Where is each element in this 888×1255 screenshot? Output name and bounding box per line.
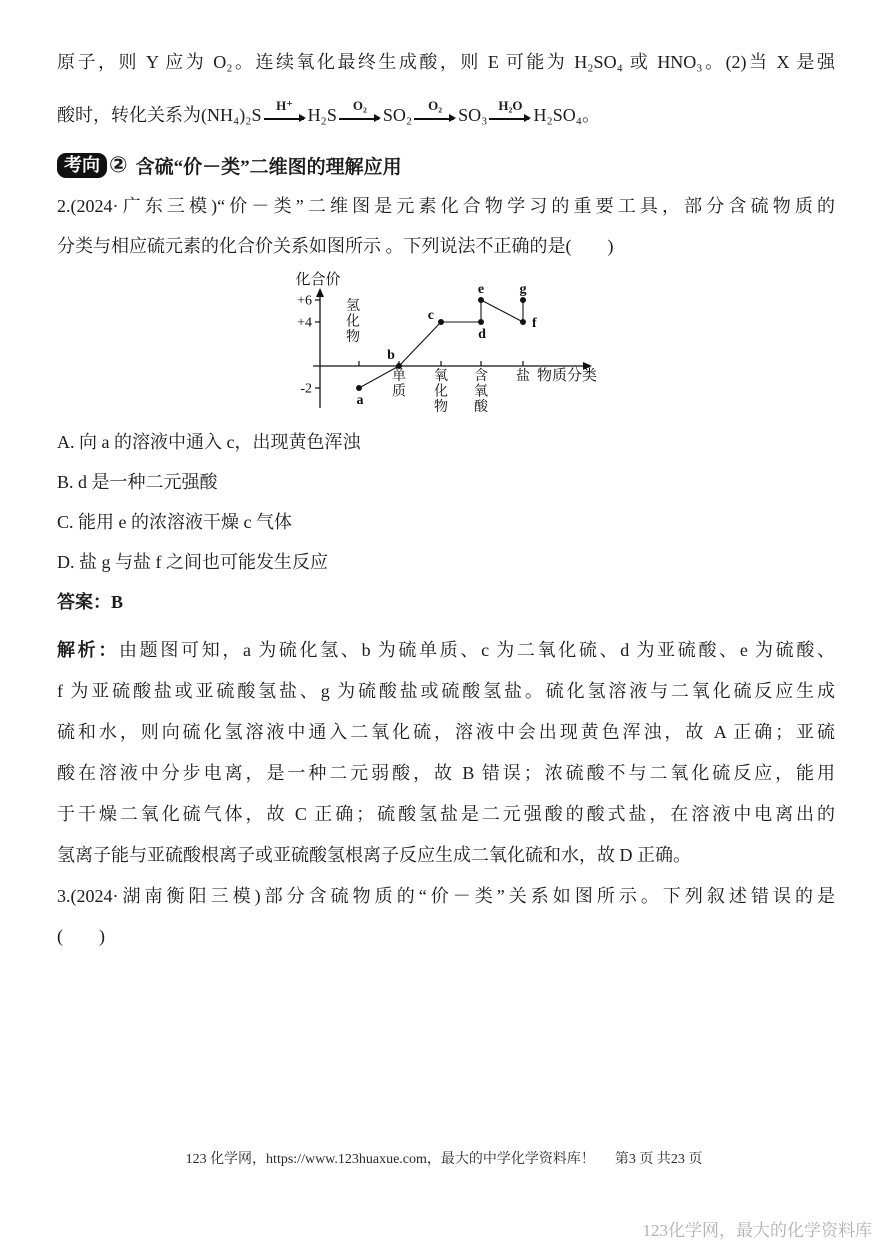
data-point xyxy=(438,319,444,325)
point-label: a xyxy=(356,393,364,408)
reaction-arrow-2 xyxy=(338,99,382,129)
diagram-segment xyxy=(481,300,523,322)
species-ammonium-sulfide: (NH₄)₂S xyxy=(201,105,262,125)
answer-line xyxy=(57,582,835,622)
diagram-segment xyxy=(399,322,441,366)
badge-number: ② xyxy=(109,152,128,178)
page-footer xyxy=(0,1148,888,1168)
answer-value: B xyxy=(111,592,124,612)
species-so2: SO₂ xyxy=(382,105,413,125)
arrow-label-2: O₂ xyxy=(352,98,367,113)
category-label: 盐 xyxy=(516,369,530,384)
y-tick-label: -2 xyxy=(300,381,312,397)
analysis-line-5: 于干燥二氧化硫气体，故 C 正确；硫酸氢盐是二元强酸的酸式盐，在溶液中电离出的 xyxy=(57,804,835,824)
diagram-svg xyxy=(285,268,625,420)
point-label: e xyxy=(477,282,485,297)
option-a: A. 向 a 的溶液中通入 c，出现黄色浑浊 xyxy=(57,432,361,452)
reaction-arrow-4 xyxy=(488,99,532,129)
x-axis-title: 物质分类 xyxy=(537,368,598,384)
data-point xyxy=(520,319,526,325)
analysis-text-1: 由题图可知，a 为硫化氢、b 为硫单质、c 为二氧化硫、d 为亚硫酸、e 为硫酸、 xyxy=(119,640,835,660)
valence-class-diagram xyxy=(285,268,625,420)
y-tick-label: +4 xyxy=(297,315,312,331)
point-label: f xyxy=(532,316,537,331)
analysis-line-3: 硫和水，则向硫化氢溶液中通入二氧化硫，溶液中会出现黄色浑浊，故 A 正确；亚硫 xyxy=(57,722,835,742)
section-title: 含硫“价－类”二维图的理解应用 xyxy=(135,156,402,178)
analysis-line-2: f 为亚硫酸盐或亚硫酸氢盐、g 为硫酸盐或硫酸氢盐。硫化氢溶液与二氧化硫反应生成 xyxy=(57,681,835,701)
section-heading xyxy=(57,144,835,186)
arrow-shaft-icon xyxy=(414,118,454,120)
q2-line-1: 2.(2024·广东三模)“价－类”二维图是元素化合物学习的重要工具，部分含硫物质的 xyxy=(57,196,835,216)
footer-site-text: 123 化学网，https://www.123huaxue.com，最大的中学化学资料库！ xyxy=(185,1152,595,1167)
q2-line-2: 分类与相应硫元素的化合价关系如图所示 。下列说法不正确的是( ) xyxy=(57,236,614,256)
data-point xyxy=(396,363,402,369)
category-label: 单质 xyxy=(392,369,406,400)
point-label: g xyxy=(519,282,527,297)
watermark: 123化学网，最大的化学资料库 xyxy=(642,1221,872,1240)
analysis-line-4: 酸在溶液中分步电离，是一种二元弱酸，故 B 错误；浓硫酸不与二氧化硫反应，能用 xyxy=(57,763,835,783)
option-d: D. 盐 g 与盐 f 之间也可能发生反应 xyxy=(57,552,328,572)
data-point xyxy=(356,385,362,391)
arrow-shaft-icon xyxy=(489,118,529,120)
species-h2so4: H₂SO₄ xyxy=(533,105,583,125)
analysis-line-1 xyxy=(57,630,835,671)
point-label: d xyxy=(478,327,486,342)
y-axis-arrow-icon xyxy=(316,288,324,297)
equation-suffix: 。 xyxy=(582,105,601,125)
footer-page-number: 第3 页 共23 页 xyxy=(614,1152,703,1167)
analysis-label: 解析： xyxy=(57,640,120,660)
arrow-shaft-icon xyxy=(339,118,379,120)
data-point xyxy=(478,297,484,303)
species-so3: SO₃ xyxy=(458,105,488,125)
reaction-arrow-3 xyxy=(413,99,457,129)
category-label: 氧化物 xyxy=(434,369,448,415)
category-label: 含氧酸 xyxy=(474,369,488,415)
exam-direction-badge: 考向 xyxy=(57,153,107,178)
species-h2s: H₂S xyxy=(307,105,337,125)
data-point xyxy=(478,319,484,325)
equation-prefix: 酸时，转化关系为 xyxy=(57,105,201,125)
reaction-arrow-1 xyxy=(263,99,307,129)
answer-label: 答案： xyxy=(57,592,111,612)
analysis-line-6: 氢离子能与亚硫酸根离子或亚硫酸氢根离子反应生成二氧化硫和水，故 D 正确。 xyxy=(57,845,691,865)
q3-line-2: ( ) xyxy=(57,926,105,946)
intro-line-1: 原子，则 Y 应为 O₂。连续氧化最终生成酸，则 E 可能为 H₂SO₄ 或 HNO₃。(2)当 X 是强 xyxy=(57,52,835,72)
arrow-label-1: H⁺ xyxy=(276,98,294,113)
option-b: B. d 是一种二元强酸 xyxy=(57,472,218,492)
point-label: b xyxy=(387,348,395,363)
equation-line xyxy=(57,86,835,144)
category-label: 氢化物 xyxy=(346,299,360,345)
y-tick-label: +6 xyxy=(297,293,312,309)
arrow-label-3: O₂ xyxy=(428,98,443,113)
point-label: c xyxy=(427,308,434,323)
y-axis-title: 化合价 xyxy=(295,272,341,288)
arrow-label-4: H₂O xyxy=(498,98,523,113)
arrow-shaft-icon xyxy=(264,118,304,120)
option-c: C. 能用 e 的浓溶液干燥 c 气体 xyxy=(57,512,292,532)
data-point xyxy=(520,297,526,303)
q3-line-1: 3.(2024·湖南衡阳三模)部分含硫物质的“价－类”关系如图所示。下列叙述错误的是 xyxy=(57,886,835,906)
